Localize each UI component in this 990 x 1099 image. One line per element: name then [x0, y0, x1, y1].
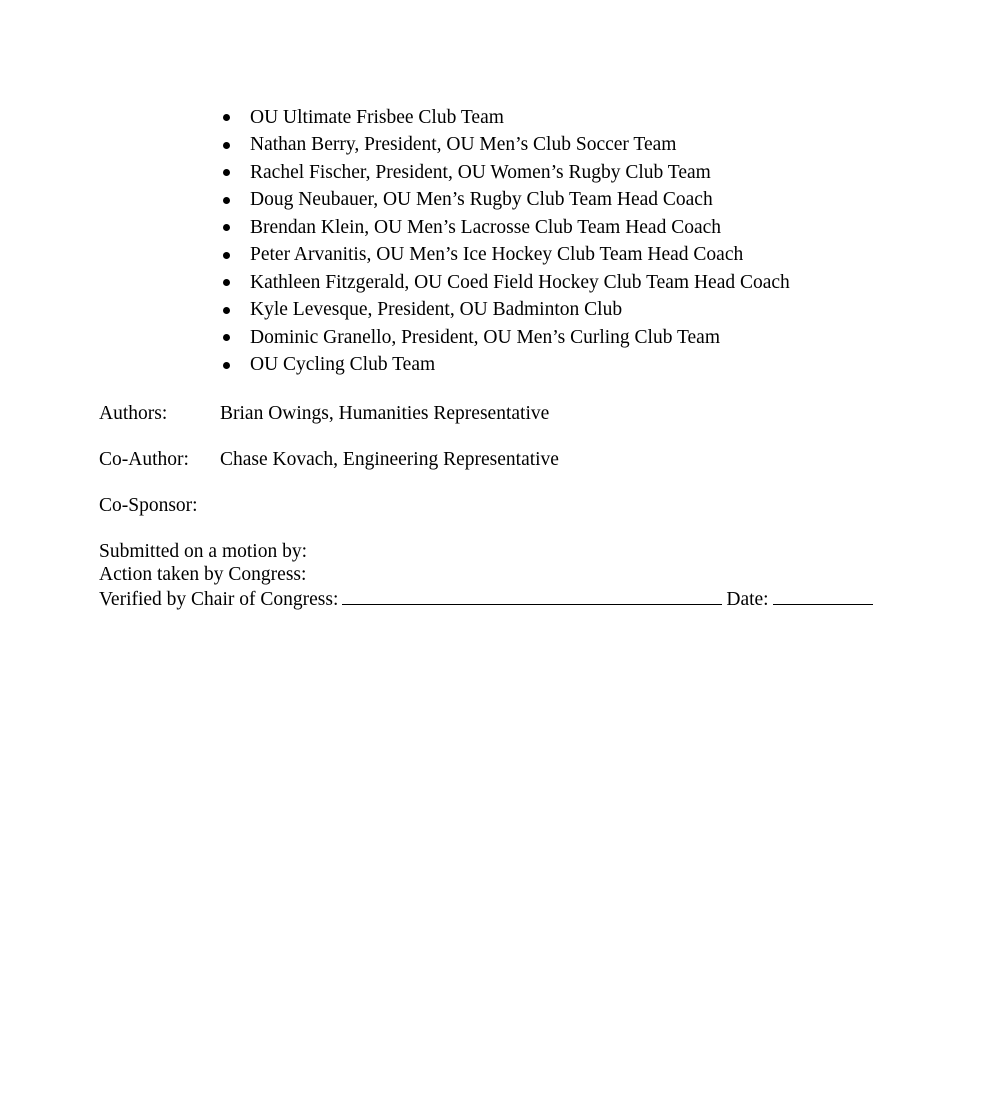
- list-item: [219, 132, 790, 160]
- list-item-text: Dominic Granello, President, OU Men’s Curling Club Team: [250, 326, 721, 348]
- bullet-icon: [223, 307, 230, 314]
- list-item-text: Nathan Berry, President, OU Men’s Club Soccer Team: [250, 134, 677, 156]
- co-author-row: [99, 449, 559, 471]
- authors-row: [99, 403, 549, 425]
- list-item: [219, 269, 790, 297]
- co-sponsor-label: Co-Sponsor:: [99, 495, 198, 516]
- bullet-icon: [223, 114, 230, 121]
- bullet-icon: [223, 252, 230, 259]
- list-item: [219, 297, 790, 325]
- list-item-text: Rachel Fischer, President, OU Women’s Rugby Club Team: [250, 161, 711, 183]
- bullet-icon: [223, 279, 230, 286]
- list-item-text: Kyle Levesque, President, OU Badminton Club: [250, 299, 623, 321]
- motion-block: [99, 541, 873, 609]
- list-item: [219, 352, 790, 380]
- list-item: [219, 187, 790, 215]
- list-item-text: Kathleen Fitzgerald, OU Coed Field Hockey Club Team Head Coach: [250, 271, 790, 293]
- action-label: Action taken by Congress:: [99, 563, 307, 585]
- list-item-text: Peter Arvanitis, OU Men’s Ice Hockey Club Team Head Coach: [250, 244, 744, 266]
- list-item: [219, 242, 790, 270]
- bullet-icon: [223, 224, 230, 231]
- bullet-icon: [223, 142, 230, 149]
- supporter-list: [219, 104, 790, 379]
- list-item-text: Brendan Klein, OU Men’s Lacrosse Club Team Head Coach: [250, 216, 722, 238]
- bullet-icon: [223, 197, 230, 204]
- authors-value: Brian Owings, Humanities Representative: [220, 403, 550, 424]
- list-item-text: OU Cycling Club Team: [250, 354, 436, 376]
- list-item: [219, 324, 790, 352]
- submitted-label: Submitted on a motion by:: [99, 541, 307, 562]
- bullet-icon: [223, 169, 230, 176]
- list-item: [219, 104, 790, 132]
- list-item-text: Doug Neubauer, OU Men’s Rugby Club Team Head Coach: [250, 189, 713, 211]
- co-author-label: Co-Author:: [99, 449, 189, 470]
- date-blank: [773, 586, 873, 605]
- list-item: [219, 159, 790, 187]
- co-author-value: Chase Kovach, Engineering Representative: [220, 449, 559, 470]
- list-item-text: OU Ultimate Frisbee Club Team: [250, 106, 504, 128]
- list-item: [219, 214, 790, 242]
- signature-blank: [342, 586, 722, 605]
- verified-label: Verified by Chair of Congress:: [99, 589, 339, 610]
- date-label: Date:: [726, 589, 769, 610]
- verified-line: [99, 586, 873, 609]
- bullet-icon: [223, 362, 230, 369]
- bullet-icon: [223, 334, 230, 341]
- authors-label: Authors:: [99, 403, 168, 424]
- co-sponsor-row: [99, 495, 220, 517]
